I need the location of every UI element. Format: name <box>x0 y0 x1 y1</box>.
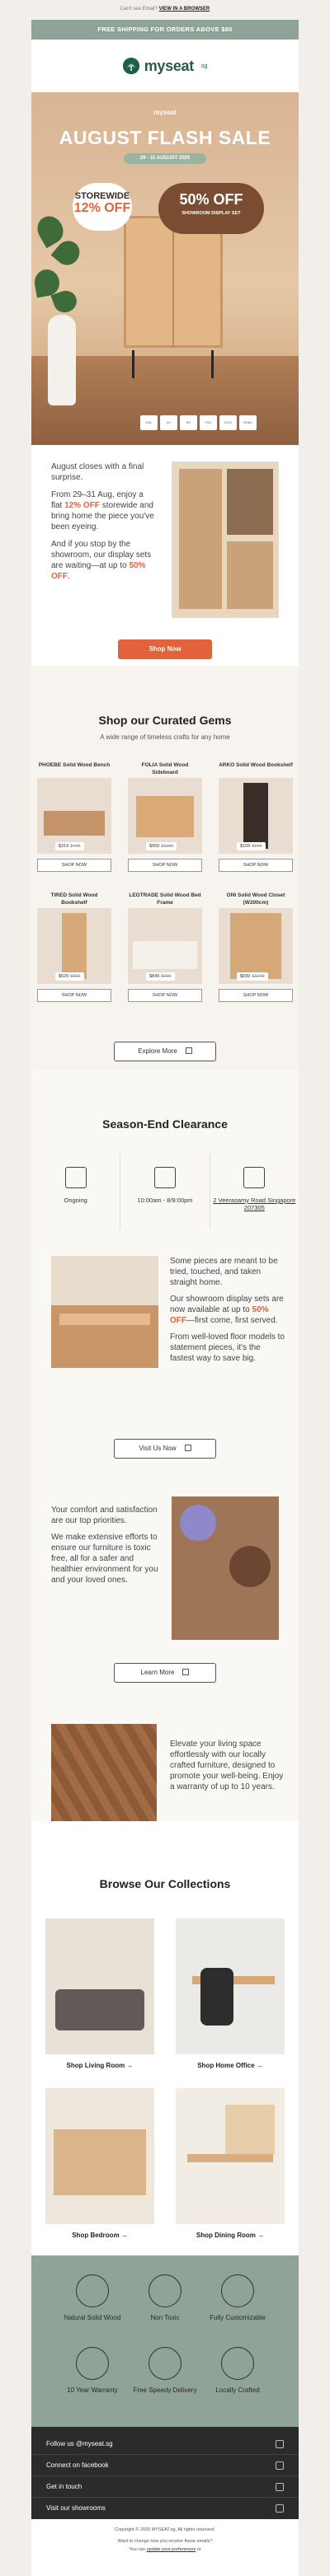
product-card[interactable]: ARKO Solid Wood Bookshelf $109 $169 SHOP NOW <box>219 761 293 872</box>
cabinet-divider <box>172 216 174 348</box>
collection-bedroom[interactable]: Shop Bedroom → <box>45 2088 154 2239</box>
store-icon <box>276 2504 284 2513</box>
showroom-info-row <box>31 1154 299 1229</box>
wood-planks-image <box>51 1724 157 1833</box>
product-shop-button[interactable]: SHOP NOW <box>128 859 202 872</box>
calendar-icon <box>65 1167 87 1188</box>
gems-subtitle: A wide range of timeless crafts for any home <box>100 733 230 741</box>
collection-living-room[interactable]: Shop Living Room → <box>45 1918 154 2069</box>
delivery-truck-icon <box>148 2347 182 2380</box>
flower-wood-image <box>172 1496 279 1640</box>
home-office-image <box>176 1918 285 2054</box>
view-in-browser-link[interactable]: VIEW IN A BROWSER <box>158 7 210 12</box>
cert-badge: ECO <box>219 415 237 430</box>
price-tag: $839 $1049 <box>237 972 268 981</box>
sliders-icon <box>221 2274 254 2307</box>
shield-icon <box>76 2347 109 2380</box>
product-card[interactable]: PHOEBE Solid Wood Bench $319 $429 SHOP NOW <box>37 761 111 872</box>
hero-date: 29 - 31 AUGUST 2025 <box>124 153 206 164</box>
price-tag: $959 $1199 <box>146 842 177 850</box>
external-link-icon <box>182 1669 189 1675</box>
plant-pot <box>48 315 76 405</box>
info-ongoing: Ongoing <box>31 1154 120 1229</box>
brand-logo[interactable] <box>31 40 299 92</box>
external-link-icon <box>186 1047 192 1054</box>
hero-banner[interactable] <box>31 92 299 445</box>
cabinet-leg <box>211 350 214 378</box>
feature-item: Non Toxic <box>120 2274 210 2321</box>
footer: Copyright © 2025 MYSEAT.sg, All rights reserved. Want to change how you receive these emails? You can update your preferences or <box>31 2519 299 2576</box>
feature-item: Free Speedy Delivery <box>120 2347 210 2394</box>
tree-icon <box>76 2274 109 2307</box>
product-card[interactable]: ONI Solid Wood Closet (W200cm) $839 $1049 SHOP NOW <box>219 892 293 1002</box>
hero-brand: myseat <box>153 109 177 116</box>
logo-text: myseat <box>144 57 194 74</box>
collections-title: Browse Our Collections <box>99 1877 231 1890</box>
certification-row <box>140 415 257 432</box>
cert-badge: GHL <box>140 415 158 430</box>
warranty-text: Elevate your living space effortlessly with our locally crafted furniture, designed to promote your well-being. Enjoy a warranty of up to 10 years. <box>170 1740 284 1791</box>
product-shop-button[interactable]: SHOP NOW <box>219 989 293 1002</box>
cabinet-leg <box>132 350 134 378</box>
product-image <box>128 908 202 984</box>
logo-icon <box>123 58 139 74</box>
feature-item: 10 Year Warranty <box>48 2347 137 2394</box>
cert-badge: A+ <box>160 415 177 430</box>
non-toxic-icon <box>148 2274 182 2307</box>
product-image <box>37 778 111 854</box>
external-link-icon <box>185 1445 191 1451</box>
intro-text: August closes with a final surprise. From 29–31 Aug, enjoy a flat 12% OFF storewide and bring home the piece you've been eyeing. And if you stop by the showroom, our display sets are waiting—at up to 50% OFF. <box>51 462 154 581</box>
collection-home-office[interactable]: Shop Home Office → <box>176 1918 285 2069</box>
clearance-text: Some pieces are meant to be tried, touched, and taken straight home. Our showroom display sets are now available at up to 50% OFF—first come, first served. From well-loved floor models to statement pieces, it's the fastest way to save big. <box>170 1257 285 1363</box>
visit-us-button[interactable]: Visit Us Now <box>114 1439 216 1459</box>
product-card[interactable]: FOLIA Solid Wood Sideboard $959 $1199 SHOP NOW <box>128 761 202 872</box>
product-shop-button[interactable]: SHOP NOW <box>37 859 111 872</box>
instagram-icon <box>276 2440 284 2448</box>
dining-room-image <box>176 2088 285 2224</box>
hero-title: AUGUST FLASH SALE <box>59 127 271 148</box>
shipping-bar: FREE SHIPPING FOR ORDERS ABOVE $80 <box>31 20 299 40</box>
learn-more-button[interactable]: Learn More <box>114 1663 216 1683</box>
showroom-badge: 50% OFF SHOWROOM DISPLAY SET <box>158 183 264 234</box>
price-tag: $109 $169 <box>237 842 266 850</box>
info-hours: 10:00am - 8/9:00pm <box>120 1154 210 1229</box>
clearance-title: Season-End Clearance <box>102 1117 228 1131</box>
locally-crafted-icon <box>221 2347 254 2380</box>
price-tag: $629 $899 <box>55 972 84 981</box>
update-preferences-link[interactable]: update your preferences <box>146 2547 196 2552</box>
social-links <box>31 2427 299 2519</box>
product-card[interactable]: LEGTRADE Solid Wood Bed Frame $849 $999 SHOP NOW <box>128 892 202 1002</box>
product-card[interactable]: TIRED Solid Wood Bookshelf $629 $899 SHOP NOW <box>37 892 111 1002</box>
social-facebook-link[interactable]: Connect on facebook <box>31 2455 299 2476</box>
mail-icon <box>276 2483 284 2491</box>
product-image <box>219 908 293 984</box>
feature-item: Natural Solid Wood <box>48 2274 137 2321</box>
cert-badge: SG <box>180 415 197 430</box>
product-shop-button[interactable]: SHOP NOW <box>37 989 111 1002</box>
gems-title: Shop our Curated Gems <box>98 714 232 727</box>
social-instagram-link[interactable]: Follow us @myseat.sg <box>31 2433 299 2455</box>
clock-icon <box>154 1167 176 1188</box>
top-note: Can't see Email? VIEW IN A BROWSER <box>120 7 210 12</box>
explore-more-button[interactable]: Explore More <box>114 1042 216 1061</box>
storewide-badge: STOREWIDE 12% OFF <box>73 183 132 231</box>
logo-suffix: .sg <box>199 63 208 69</box>
feature-item: Fully Customizable <box>193 2274 282 2321</box>
facebook-icon <box>276 2461 284 2470</box>
map-pin-icon <box>243 1167 265 1188</box>
product-shop-button[interactable]: SHOP NOW <box>128 989 202 1002</box>
living-room-image <box>45 1918 154 2054</box>
collection-dining-room[interactable]: Shop Dining Room → <box>176 2088 285 2239</box>
showrooms-link[interactable]: Visit our showrooms <box>31 2498 299 2519</box>
comfort-text: Your comfort and satisfaction are our top priorities. We make extensive efforts to ensure our furniture is toxic free, all for a safer and healthier environment for you and your loved ones. <box>51 1506 158 1585</box>
contact-link[interactable]: Get in touch <box>31 2476 299 2498</box>
product-shop-button[interactable]: SHOP NOW <box>219 859 293 872</box>
feature-item: Locally Crafted <box>193 2347 282 2394</box>
price-tag: $849 $999 <box>146 972 175 981</box>
cert-badge: SGBC <box>239 415 257 430</box>
wardrobe-image <box>172 461 279 618</box>
shop-now-button[interactable]: Shop Now <box>118 639 212 659</box>
product-image <box>37 908 111 984</box>
price-tag: $319 $429 <box>55 842 84 850</box>
bench-image <box>51 1256 158 1368</box>
bedroom-image <box>45 2088 154 2224</box>
product-image <box>128 778 202 854</box>
cert-badge: FSC <box>200 415 217 430</box>
info-address[interactable]: 2 Veerasamy Road Singapore 207305 <box>210 1154 299 1229</box>
product-image <box>219 778 293 854</box>
